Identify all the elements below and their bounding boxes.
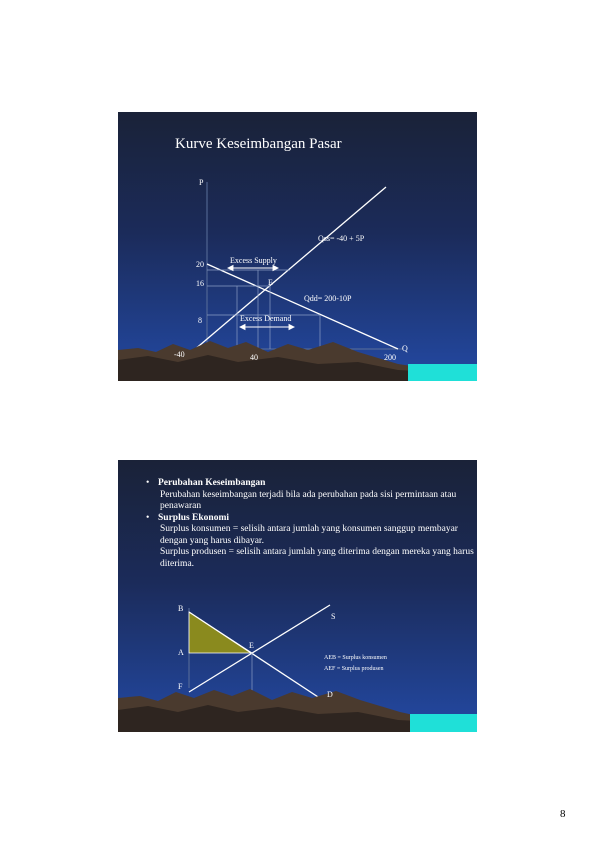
axis-label-q: Q <box>402 344 408 353</box>
point-label-a: A <box>178 648 184 657</box>
bullet-icon: • <box>146 478 150 488</box>
page-number: 8 <box>560 808 566 820</box>
legend-consumer-surplus: AEB = Surplus konsumen <box>324 655 387 661</box>
excess-demand-label: Excess Demand <box>240 314 292 323</box>
excess-supply-label: Excess Supply <box>230 256 277 265</box>
equilibrium-point-label: E <box>268 278 273 287</box>
water <box>408 364 477 381</box>
y-tick: 20 <box>196 260 204 269</box>
bullet-item <box>144 513 474 571</box>
y-tick: 8 <box>198 316 202 325</box>
arrow-left-icon <box>240 325 245 330</box>
bullet-text: Surplus produsen = selisih antara jumlah yang diterima dengan mereka yang harus diterima. <box>160 547 474 569</box>
x-tick: 200 <box>384 353 396 362</box>
demand-line <box>207 264 398 349</box>
guide-lines <box>207 270 320 349</box>
x-tick: 40 <box>250 353 258 362</box>
point-label-f: F <box>178 682 183 691</box>
demand-equation: Qdd= 200-10P <box>304 294 352 303</box>
supply-label-s: S <box>331 612 336 621</box>
bullet-text: Surplus konsumen = selisih antara jumlah yang konsumen sanggup membayar dengan yang harus dibayar. <box>160 524 458 546</box>
axis-label-p: P <box>199 178 204 187</box>
legend-producer-surplus: AEF = Surplus produsen <box>324 666 384 672</box>
bullet-list <box>144 478 474 570</box>
water <box>410 714 477 732</box>
slide-title: Kurve Keseimbangan Pasar <box>175 136 342 152</box>
bullet-item <box>144 478 474 513</box>
point-label-e: E <box>249 641 254 650</box>
bullet-text: Perubahan keseimbangan terjadi bila ada perubahan pada sisi permintaan atau penawaran <box>160 489 457 511</box>
bullet-heading: Surplus Ekonomi <box>158 512 230 523</box>
supply-line <box>180 187 386 362</box>
slide-market-equilibrium <box>118 112 477 381</box>
y-tick: 16 <box>196 279 204 288</box>
supply-equation: Qss= -40 + 5P <box>318 234 365 243</box>
x-tick: -40 <box>174 350 185 359</box>
bullet-icon: • <box>146 512 150 523</box>
slide-economic-surplus <box>118 460 477 732</box>
demand-label-d: D <box>327 690 333 699</box>
arrow-right-icon <box>289 325 294 330</box>
point-label-b: B <box>178 604 184 613</box>
bullet-heading: Perubahan Keseimbangan <box>158 478 266 488</box>
